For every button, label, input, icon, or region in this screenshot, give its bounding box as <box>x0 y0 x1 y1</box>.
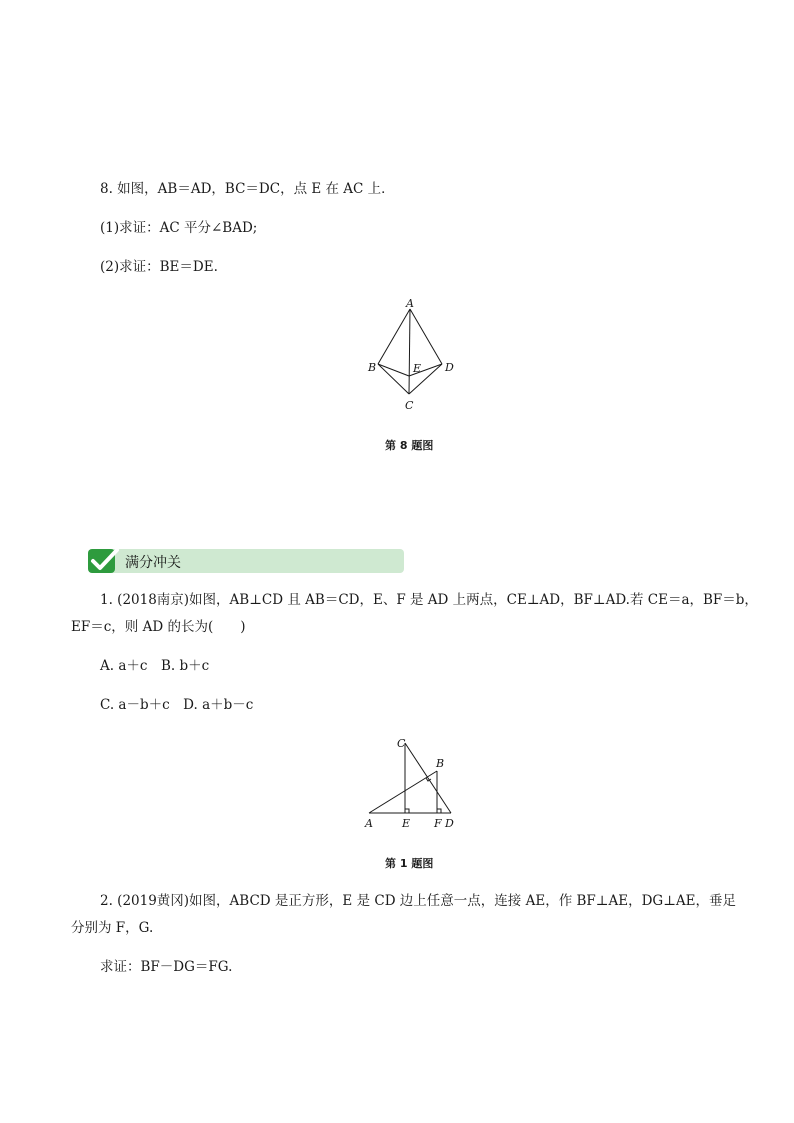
q1-caption: 第 1 题图 <box>385 857 434 870</box>
check-icon <box>86 546 120 576</box>
q1-label-b: B <box>436 757 445 770</box>
q8-figure <box>360 295 460 415</box>
q1-stem-line2: EF＝c，则 AD 的长为( ) <box>71 619 246 635</box>
banner-title: 满分冲关 <box>125 555 181 571</box>
q2-stem-line1: 2. (2019黄冈)如图，ABCD 是正方形，E 是 CD 边上任意一点，连接 AE，作 BF⊥AE，DG⊥AE，垂足 <box>100 893 736 909</box>
q1-options-line2: C. a－b＋c D. a＋b－c <box>100 697 254 713</box>
q8-label-d: D <box>445 361 454 374</box>
q8-part2: (2)求证：BE＝DE. <box>100 259 218 275</box>
section-banner <box>86 546 404 576</box>
q1-options-line1: A. a＋c B. b＋c <box>100 658 210 674</box>
q1-stem-line1: 1. (2018南京)如图，AB⊥CD 且 AB＝CD，E、F 是 AD 上两点，CE⊥AD，BF⊥AD.若 CE＝a，BF＝b， <box>100 592 758 608</box>
q8-part1: (1)求证：AC 平分∠BAD; <box>100 220 258 236</box>
q8-caption: 第 8 题图 <box>385 439 434 452</box>
q8-label-e: E <box>413 362 422 375</box>
q8-label-c: C <box>405 399 414 412</box>
q8-stem: 8. 如图，AB＝AD，BC＝DC，点 E 在 AC 上． <box>100 181 395 197</box>
q1-label-e: E <box>402 817 411 830</box>
q2-prove: 求证：BF－DG＝FG. <box>100 959 233 975</box>
q1-label-c: C <box>397 737 406 750</box>
q8-label-a: A <box>406 297 414 310</box>
q1-label-d: D <box>445 817 454 830</box>
q2-stem-line2: 分别为 F，G. <box>71 920 154 936</box>
q1-label-a: A <box>365 817 373 830</box>
q8-label-b: B <box>368 361 377 374</box>
q1-label-f: F <box>434 817 442 830</box>
q1-figure <box>360 733 460 833</box>
